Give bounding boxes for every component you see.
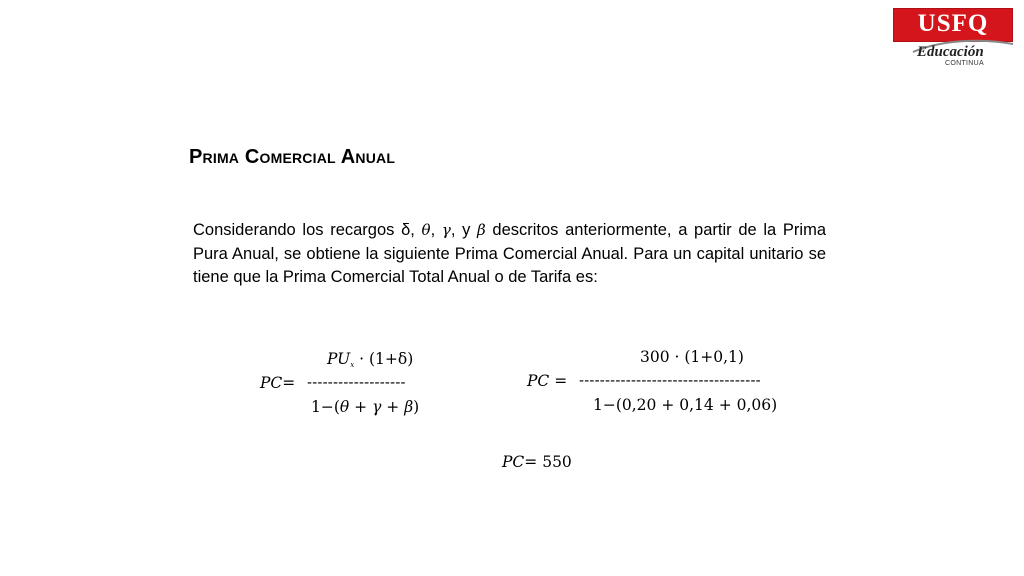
para-comma-2: , y [450, 221, 478, 239]
body-paragraph [193, 219, 826, 290]
para-text-2: descritos anteriormente, a partir de la Prima Pura Anual, se obtiene la siguiente Prima Comercial Anual. Para un capital unitario se tiene que la Prima Comercial Total Anual o de Tarifa es: [193, 221, 826, 286]
para-text-1: Considerando los recargos δ, [193, 221, 422, 239]
numeric-fraction-bar: ----------------------------------- [579, 372, 761, 389]
result-formula: PC= 550 [502, 453, 572, 471]
para-comma-1: , [430, 221, 442, 239]
gamma-symbol: γ [441, 221, 451, 239]
logo-brand-text: USFQ [917, 10, 989, 37]
usfq-logo [893, 8, 1015, 70]
general-numerator: $PU_x \cdot (1+\delta)$ [327, 350, 414, 369]
numeric-lhs: PC = [527, 372, 568, 390]
logo-continua-text: CONTINUA [945, 60, 984, 67]
theta-symbol: θ [421, 221, 431, 239]
general-lhs: PC= [260, 374, 296, 392]
numeric-numerator: 300 · (1+0,1) [640, 348, 744, 366]
slide-title: Prima Comercial Anual [189, 146, 396, 168]
logo-educacion-text: Educación [917, 44, 984, 60]
numeric-denominator: 1−(0,20 + 0,14 + 0,06) [593, 396, 778, 414]
general-fraction-bar: ------------------- [307, 374, 406, 391]
general-denominator: 1−(θ + γ + β) [311, 398, 420, 416]
beta-symbol: β [477, 221, 486, 239]
